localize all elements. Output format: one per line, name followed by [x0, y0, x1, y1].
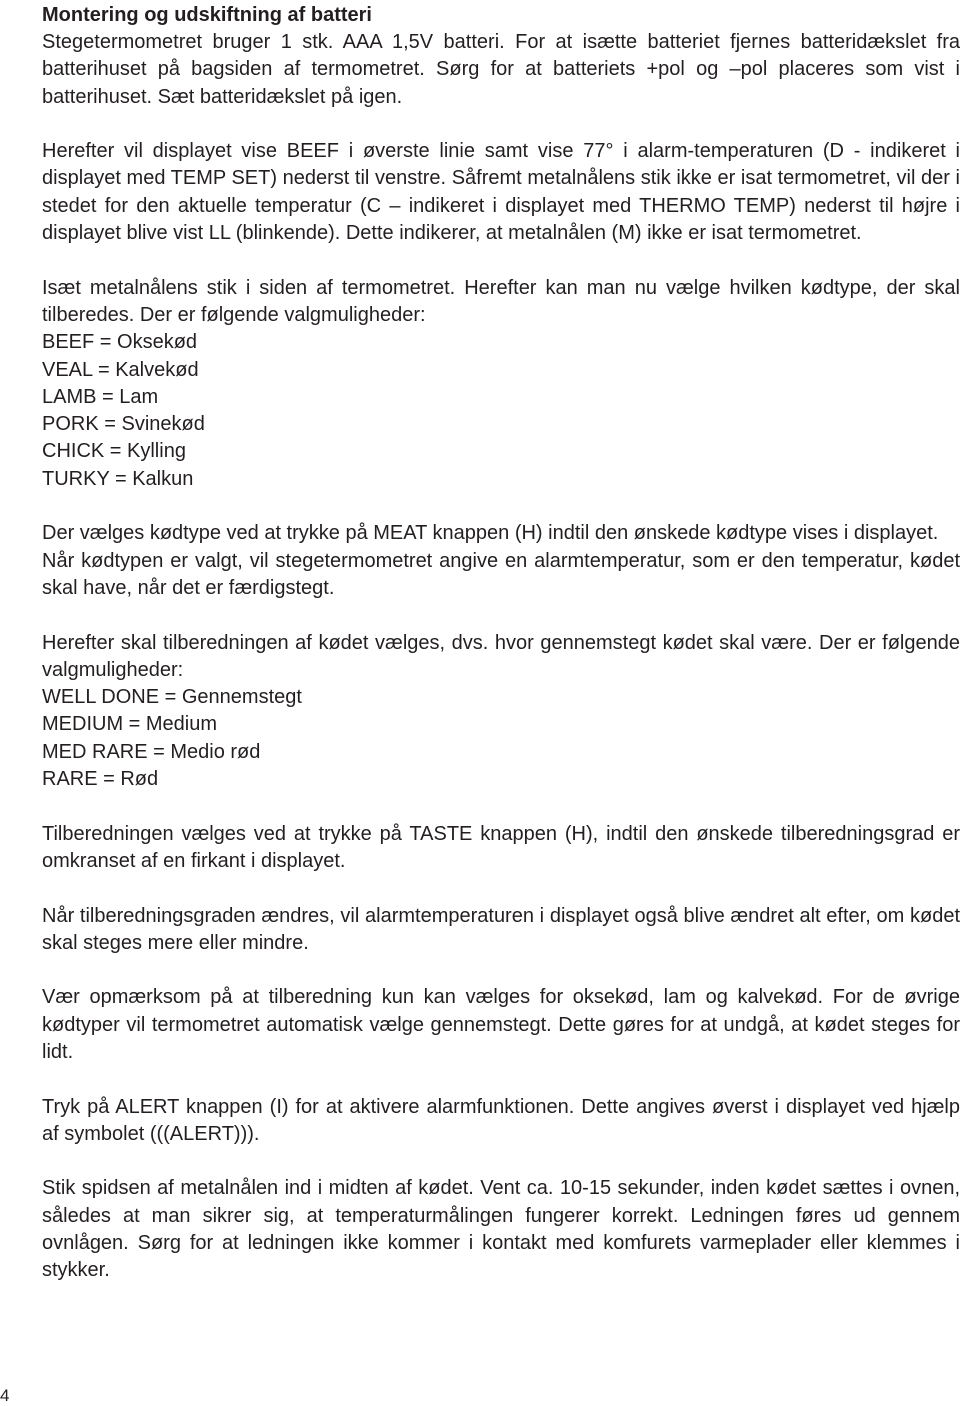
list-item: BEEF = Oksekød	[42, 331, 198, 354]
paragraph-alert-button: Tryk på ALERT knappen (I) for at aktivere alarmfunktionen. Dette angives øverst i displayet ved hjælp af symbolet (((ALERT))).	[42, 1095, 960, 1145]
list-item: TURKY = Kalkun	[42, 467, 194, 490]
list-item: CHICK = Kylling	[42, 440, 186, 463]
paragraph-doneness-change: Når tilberedningsgraden ændres, vil alarmtemperaturen i displayet også blive ændret alt efter, om kødet skal steges mere eller mindre.	[42, 904, 960, 954]
paragraph-display-info: Herefter vil displayet vise BEEF i øverste linie samt vise 77° i alarm-temperaturen (D - indikeret i displayet med TEMP SET) nederst til venstre. Såfremt metalnålens stik ikke er isat termometret, vil der i stedet for den aktuelle temperatur (C – indikeret i displayet med THERMO TEMP) nederst til højre i displayet blive vist LL (blinkende). Dette indikerer, at metalnålen (M) ikke er isat termometret.	[42, 140, 960, 245]
list-item: WELL DONE = Gennemstegt	[42, 686, 302, 709]
paragraph-notice: Vær opmærksom på at tilberedning kun kan vælges for oksekød, lam og kalvekød. For de øvrige kødtyper vil termometret automatisk vælge gennemstegt. Dette gøres for at undgå, at kødet steges for lidt.	[42, 986, 960, 1063]
paragraph-meat-button: Der vælges kødtype ved at trykke på MEAT knappen (H) indtil den ønskede kødtype vises i displayet.	[42, 522, 939, 545]
paragraph-alarm-temperature: Når kødtypen er valgt, vil stegetermometret angive en alarmtemperatur, som er den temperatur, kødet skal have, når det er færdigstegt.	[42, 549, 960, 599]
page-content	[42, 2, 960, 1285]
paragraph-insert-tip: Stik spidsen af metalnålen ind i midten af kødet. Vent ca. 10-15 sekunder, inden kødet sættes i ovnen, således at man sikrer sig, at temperaturmålingen fungerer korrekt. Ledningen føres ud gennem ovnlågen. Sørg for at ledningen ikke kommer i kontakt med komfurets varmeplader eller klemmes i stykker.	[42, 1177, 960, 1282]
paragraph-insert-probe: Isæt metalnålens stik i siden af termometret. Herefter kan man nu vælge hvilken kødtype, der skal tilberedes. Der er følgende valgmuligheder:	[42, 276, 960, 326]
list-item: MEDIUM = Medium	[42, 713, 218, 736]
paragraph-doneness-intro: Herefter skal tilberedningen af kødet vælges, dvs. hvor gennemstegt kødet skal være. Der er følgende valgmuligheder:	[42, 631, 960, 681]
section-heading: Montering og udskiftning af batteri	[42, 4, 372, 26]
list-item: LAMB = Lam	[42, 385, 159, 408]
list-item: MED RARE = Medio rød	[42, 740, 261, 763]
doneness-list	[42, 684, 960, 793]
page-number: 4	[0, 1386, 10, 1405]
list-item: RARE = Rød	[42, 768, 159, 791]
meat-type-list	[42, 329, 960, 493]
list-item: VEAL = Kalvekød	[42, 358, 199, 381]
paragraph-taste-button: Tilberedningen vælges ved at trykke på TASTE knappen (H), indtil den ønskede tilberedningsgrad er omkranset af en firkant i displayet.	[42, 822, 960, 872]
list-item: PORK = Svinekød	[42, 413, 205, 436]
paragraph-battery: Stegetermometret bruger 1 stk. AAA 1,5V batteri. For at isætte batteriet fjernes batteridækslet fra batterihuset på bagsiden af termometret. Sørg for at batteriets +pol og –pol placeres som vist i batterihuset. Sæt batteridækslet på igen.	[42, 31, 960, 108]
